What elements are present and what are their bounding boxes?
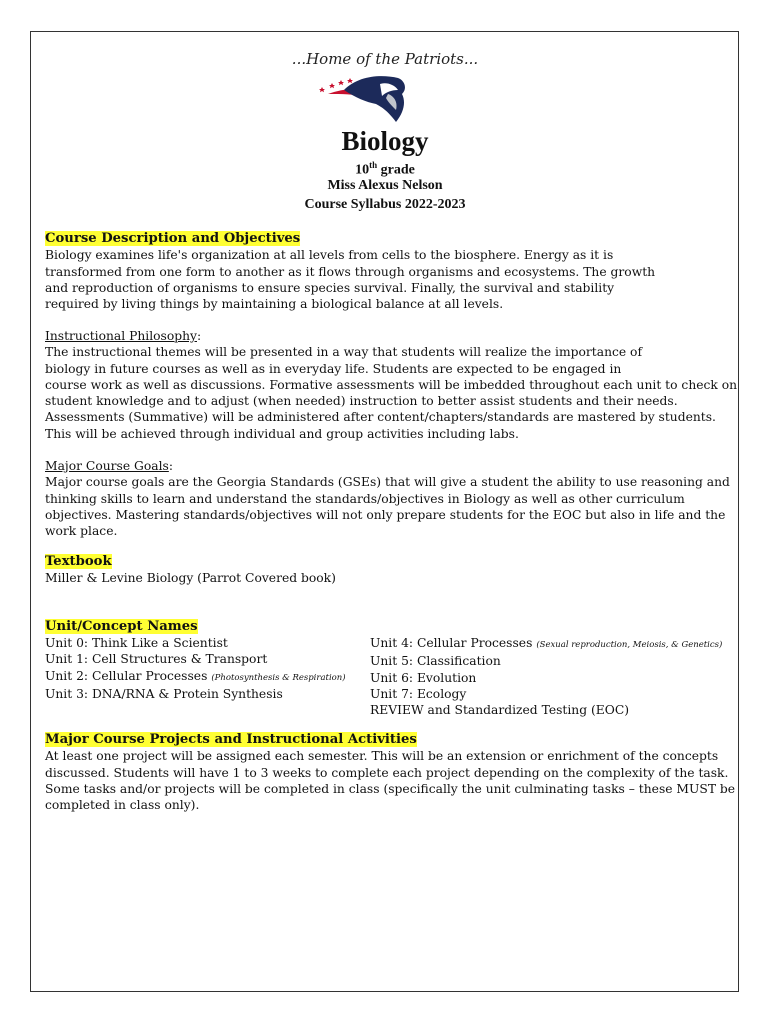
unit-4-note: (Sexual reproduction, Meiosis, & Genetics) [536, 640, 723, 650]
description-line: Biology examines life's organization at all levels from cells to the biosphere. Energy as it is [45, 248, 614, 263]
description-line: and reproduction of organisms to ensure species survival. Finally, the survival and stability [45, 280, 615, 295]
goals-section [45, 458, 730, 539]
description-line: transformed from one form to another as it flows through organisms and ecosystems. The growth [45, 264, 656, 279]
projects-line: completed in class only). [45, 798, 200, 813]
goals-line: Major course goals are the Georgia Standards (GSEs) that will give a student the ability to use reasoning and [45, 475, 730, 490]
unit-4 [370, 635, 722, 653]
syllabus-year: Course Syllabus 2022-2023 [304, 197, 466, 212]
unit-6: Unit 6: Evolution [370, 670, 477, 685]
unit-3: Unit 3: DNA/RNA & Protein Synthesis [45, 686, 283, 701]
goals-label: Major Course Goals [45, 459, 169, 473]
projects-section [45, 731, 736, 813]
textbook-heading: Textbook [45, 554, 112, 569]
unit-0: Unit 0: Think Like a Scientist [45, 636, 228, 650]
units-right-column [370, 635, 722, 718]
philosophy-line: This will be achieved through individual and group activities including labs. [45, 426, 519, 441]
goals-line: thinking skills to learn and understand the standards/objectives in Biology as well as other curriculum [45, 491, 685, 506]
course-title: Biology [341, 126, 429, 156]
philosophy-line: student knowledge and to adjust (when needed) instruction to better assist students and their needs. [45, 394, 678, 409]
textbook-title: Miller & Levine Biology (Parrot Covered book) [45, 571, 336, 586]
goals-line: objectives. Mastering standards/objectives will not only prepare students for the EOC but also in life and the [45, 507, 726, 522]
textbook-section [45, 553, 725, 587]
units-heading-wrap [45, 618, 725, 635]
unit-2 [45, 668, 346, 686]
school-tagline: ...Home of the Patriots... [291, 50, 479, 68]
unit-2-note: (Photosynthesis & Respiration) [211, 672, 346, 683]
teacher-name: Miss Alexus Nelson [327, 178, 443, 193]
course-description-heading: Course Description and Objectives [45, 231, 301, 246]
philosophy-section [45, 328, 738, 442]
philosophy-line: course work as well as discussions. Formative assessments will be imbedded throughout each unit to check on [45, 377, 738, 392]
unit-5: Unit 5: Classification [370, 654, 501, 669]
unit-7: Unit 7: Ecology [370, 686, 467, 701]
patriots-logo-icon [314, 70, 414, 126]
projects-heading: Major Course Projects and Instructional Activities [45, 732, 417, 747]
projects-line: discussed. Students will have 1 to 3 weeks to complete each project depending on the complexity of the task. [45, 765, 729, 780]
review-testing: REVIEW and Standardized Testing (EOC) [370, 703, 630, 718]
philosophy-line: The instructional themes will be presented in a way that students will realize the importance of [45, 345, 643, 360]
projects-line: At least one project will be assigned each semester. This will be an extension or enrichment of the concepts [45, 749, 719, 764]
description-line: required by living things by maintaining a biological balance at all levels. [45, 297, 504, 312]
philosophy-line: Assessments (Summative) will be administered after content/chapters/standards are mastered by students. [45, 410, 716, 425]
unit-2-label: Unit 2: Cellular Processes [45, 668, 212, 683]
units-heading: Unit/Concept Names [45, 619, 198, 634]
philosophy-line: biology in future courses as well as in everyday life. Students are expected to be engaged in [45, 361, 622, 376]
philosophy-label: Instructional Philosophy [45, 329, 197, 343]
units-left-column [45, 635, 346, 702]
goals-line: work place. [45, 524, 118, 539]
philosophy-colon: : [197, 329, 202, 343]
goals-colon: : [168, 459, 173, 473]
unit-4-label: Unit 4: Cellular Processes [370, 636, 537, 650]
unit-1: Unit 1: Cell Structures & Transport [45, 652, 268, 667]
projects-line: Some tasks and/or projects will be completed in class (specifically the unit culminating tasks – these MUST be [45, 781, 736, 796]
grade-level: 10th grade [355, 160, 415, 178]
course-description-section [45, 230, 725, 312]
